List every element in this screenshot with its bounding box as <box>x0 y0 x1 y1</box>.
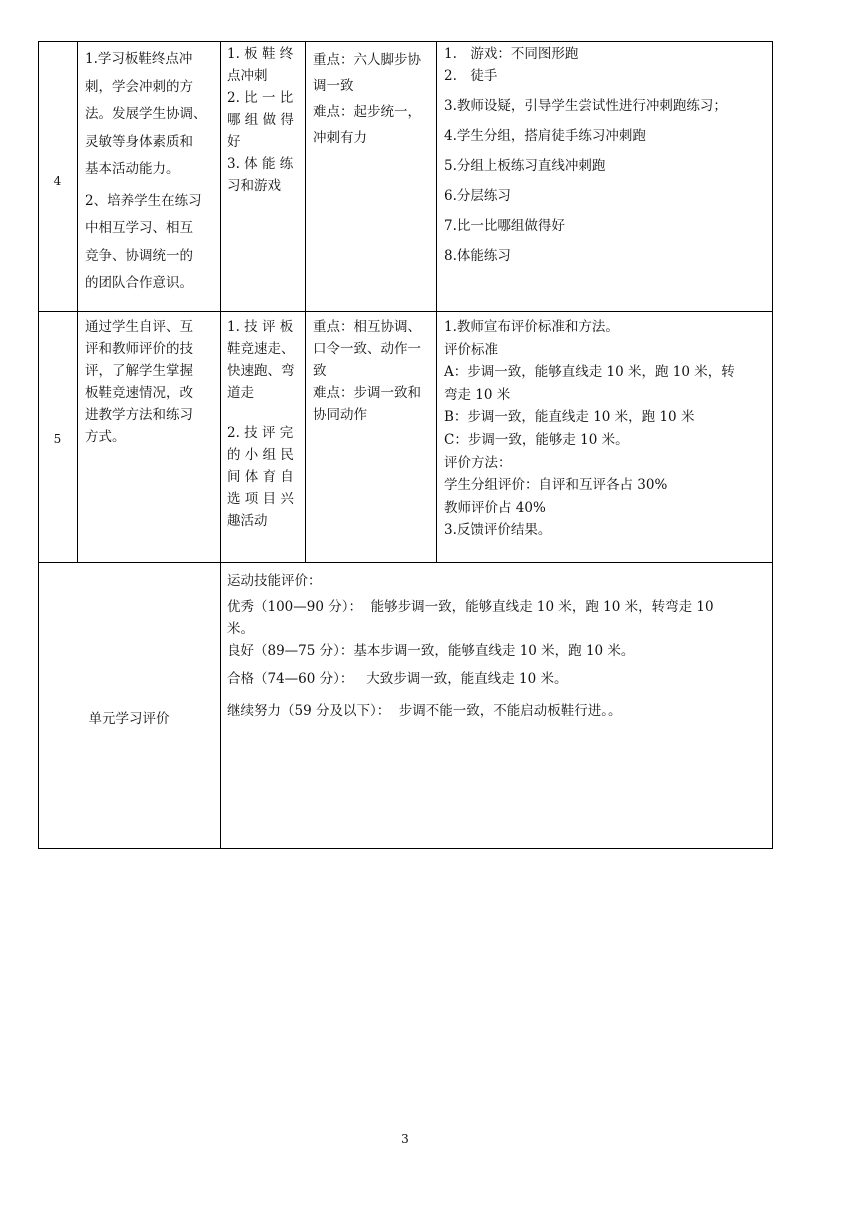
row-4-keypoint-line: 难点：起步统一， <box>313 104 421 120</box>
unit-eval-line: 良好（89—75 分）：基本步调一致，能够直线走 10 米，跑 10 米。 <box>227 643 635 659</box>
row-4-content-line: 3. 体 能 练 <box>227 156 294 172</box>
row-4-content-line: 好 <box>227 134 241 150</box>
row-5-activity-line: 教师评价占 40% <box>444 499 546 516</box>
row-5-activity-line: 评价标准 <box>444 341 498 358</box>
row-4-objectives <box>85 46 207 298</box>
row-5-activity-line: C：步调一致，能够走 10 米。 <box>444 431 629 448</box>
row-5-content-line: 间 体 育 自 <box>227 469 294 485</box>
unit-eval-line: 继续努力（59 分及以下）： 步调不能一致，不能启动板鞋行进。。 <box>227 703 622 719</box>
unit-eval-line: 运动技能评价： <box>227 573 322 589</box>
row-5-content-line: 的 小 组 民 <box>227 447 294 463</box>
unit-eval-line: 米。 <box>227 621 254 637</box>
row-4-activity-line: 5.分组上板练习直线冲刺跑 <box>444 158 606 174</box>
row-5-activity-line: 弯走 10 米 <box>444 386 511 403</box>
row-5-activity-line: B：步调一致，能直线走 10 米，跑 10 米 <box>444 409 695 426</box>
row-5-objective-line: 通过学生自评、互 <box>85 319 193 335</box>
row-5-activity-line: 1.教师宣布评价标准和方法。 <box>444 319 619 335</box>
col-divider-keypoints <box>436 41 437 563</box>
row-5-keypoints <box>313 316 421 426</box>
row-5-keypoint-line: 口令一致、动作一 <box>313 341 421 357</box>
row-5-activity-line: A：步调一致，能够直线走 10 米，跑 10 米，转 <box>444 364 735 381</box>
row-5-keypoint-line: 难点：步调一致和 <box>313 385 421 401</box>
row-divider-5-eval <box>38 562 773 563</box>
row-4-keypoint-line: 重点：六人脚步协 <box>313 52 421 68</box>
row-5-content-line: 选 项 目 兴 <box>227 491 294 507</box>
row-4-activity-line: 4.学生分组，搭肩徒手练习冲刺跑 <box>444 128 646 144</box>
col-divider-number <box>77 41 78 563</box>
row-4-number: 4 <box>53 174 62 188</box>
row-5-content-line: 趣活动 <box>227 513 268 529</box>
row-5-objectives <box>85 316 193 448</box>
row-4-objective-line: 灵敏等身体素质和 <box>85 133 193 150</box>
unit-eval-label: 单元学习评价 <box>88 711 170 727</box>
row-5-keypoint-line: 致 <box>313 363 327 379</box>
row-5-objective-line: 评和教师评价的技 <box>85 341 193 357</box>
row-5-content-line: 鞋竞速走、 <box>227 341 295 357</box>
row-5-activity-line: 3.反馈评价结果。 <box>444 522 552 539</box>
row-5-keypoint-line: 协同动作 <box>313 407 367 423</box>
table-bottom-border <box>38 848 773 849</box>
table-top-border <box>38 41 773 42</box>
table-right-border <box>772 41 773 849</box>
row-5-content-line: 1. 技 评 板 <box>227 319 294 335</box>
row-4-content-line: 习和游戏 <box>227 178 281 194</box>
col-divider-content <box>305 41 306 563</box>
row-4-activity-line: 1. 游戏：不同图形跑 <box>444 46 579 62</box>
row-4-objective-line: 基本活动能力。 <box>85 161 180 177</box>
row-4-objective-line: 法。发展学生协调、 <box>85 106 207 122</box>
col-divider-objectives <box>220 41 221 849</box>
row-4-activity-line: 8.体能练习 <box>444 248 511 264</box>
row-4-content-line: 1. 板 鞋 终 <box>227 46 294 62</box>
row-5-objective-line: 方式。 <box>85 429 126 445</box>
row-5-activities <box>444 316 735 542</box>
unit-eval-content <box>227 570 714 722</box>
row-4-content-line: 点冲刺 <box>227 68 268 84</box>
unit-eval-line: 合格（74—60 分）： 大致步调一致，能直线走 10 米。 <box>227 671 568 687</box>
row-4-activity-line: 3.教师设疑，引导学生尝试性进行冲刺跑练习； <box>444 98 727 114</box>
row-4-objective-line: 2、培养学生在练习 <box>85 192 202 209</box>
row-4-content-line: 2. 比 一 比 <box>227 90 294 106</box>
row-5-content-line: 2. 技 评 完 <box>227 425 294 441</box>
row-4-objective-line: 竞争、协调统一的 <box>85 247 193 264</box>
row-4-activity-line: 7.比一比哪组做得好 <box>444 218 565 234</box>
row-4-keypoint-line: 冲刺有力 <box>313 130 367 146</box>
row-5-objective-line: 进教学方法和练习 <box>85 407 193 423</box>
row-5-number: 5 <box>53 432 62 446</box>
row-divider-4-5 <box>38 311 773 312</box>
row-5-content-line: 快速跑、弯 <box>227 363 295 379</box>
row-4-keypoint-line: 调一致 <box>313 78 354 94</box>
row-4-objective-line: 刺，学会冲刺的方 <box>85 78 193 95</box>
row-4-activities <box>444 43 727 267</box>
row-4-content-line: 哪 组 做 得 <box>227 112 294 128</box>
row-5-activity-line: 学生分组评价：自评和互评各占 30% <box>444 477 668 494</box>
row-4-keypoints <box>313 47 421 151</box>
row-4-objective-line: 中相互学习、相互 <box>85 220 193 236</box>
row-5-objective-line: 评，了解学生掌握 <box>85 363 193 379</box>
row-5-content <box>227 316 295 532</box>
row-4-content <box>227 43 294 197</box>
row-5-objective-line: 板鞋竞速情况，改 <box>85 385 193 401</box>
row-4-activity-line: 6.分层练习 <box>444 188 511 204</box>
row-4-activity-line: 2. 徒手 <box>444 68 498 84</box>
unit-eval-line: 优秀（100—90 分）： 能够步调一致，能够直线走 10 米，跑 10 米，转弯走 10 <box>227 599 714 615</box>
row-4-objective-line: 的团队合作意识。 <box>85 275 193 291</box>
row-5-content-line: 道走 <box>227 385 254 401</box>
row-5-keypoint-line: 重点：相互协调、 <box>313 319 421 335</box>
row-5-activity-line: 评价方法： <box>444 454 512 471</box>
page-number: 3 <box>401 1132 409 1146</box>
row-5-content-line <box>227 404 295 422</box>
row-4-objective-line: 1.学习板鞋终点冲 <box>85 51 193 67</box>
